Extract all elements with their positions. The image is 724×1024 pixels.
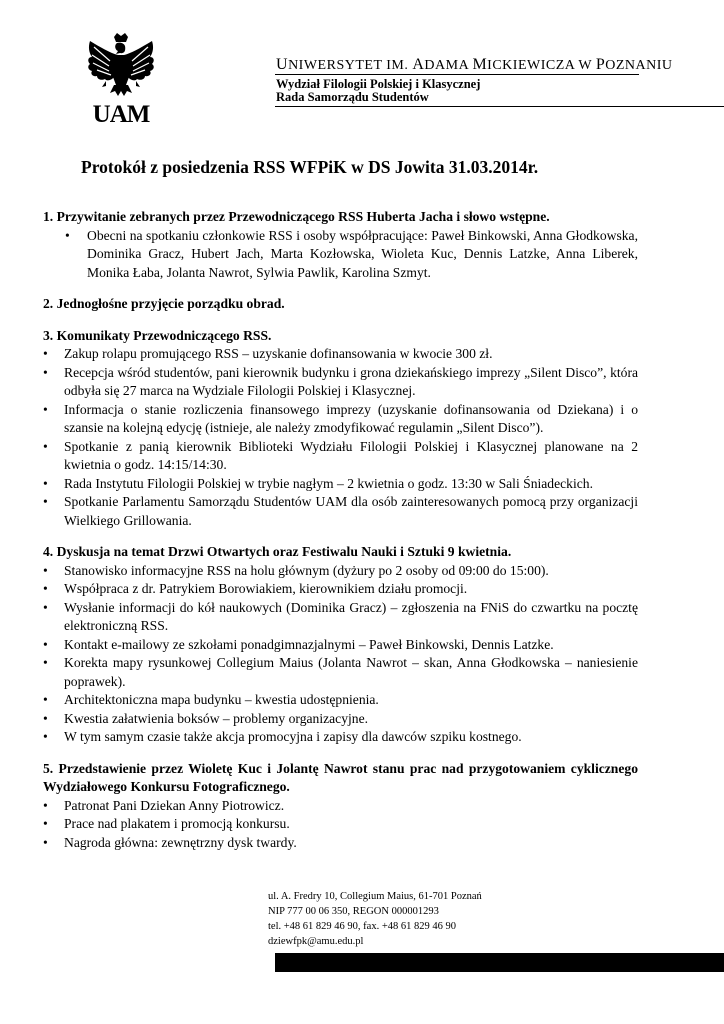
logo-text: UAM [92, 101, 150, 125]
section-3 [43, 327, 638, 531]
list-item: • Kontakt e-mailowy ze szkołami ponadgimnazjalnymi – Paweł Binkowski, Dennis Latzke. [43, 636, 638, 655]
section-heading: 1. Przywitanie zebranych przez Przewodniczącego RSS Huberta Jacha i słowo wstępne. [43, 209, 550, 224]
list-item: • Wysłanie informacji do kół naukowych (Dominika Gracz) – zgłoszenia na FNiS do czwartku na pocztę elektroniczną RSS. [43, 599, 638, 636]
list-item: • Architektoniczna mapa budynku – kwestia udostępnienia. [43, 691, 638, 710]
list-item: • Prace nad plakatem i promocją konkursu. [43, 815, 638, 834]
section-heading: 4. Dyskusja na temat Drzwi Otwartych oraz Festiwalu Nauki i Sztuki 9 kwietnia. [43, 544, 512, 559]
list-item: • Spotkanie z panią kierownik Biblioteki Wydziału Filologii Polskiej i Klasycznej planowane na 2 kwietnia o godz. 14:15/14:30. [43, 438, 638, 475]
faculty-name: Wydział Filologii Polskiej i Klasycznej [276, 77, 481, 91]
section-4 [43, 543, 638, 747]
list-item: • Zakup rolapu promującego RSS – uzyskanie dofinansowania w kwocie 300 zł. [43, 345, 638, 364]
footer-email: dziewfpk@amu.edu.pl [268, 936, 364, 947]
document-body [43, 208, 638, 865]
uam-eagle-logo [84, 33, 158, 125]
list-item: • Współpraca z dr. Patrykiem Borowiakiem, kierownikiem działu promocji. [43, 580, 638, 599]
document-title: Protokół z posiedzenia RSS WFPiK w DS Jowita 31.03.2014r. [81, 157, 539, 177]
section-2 [43, 295, 638, 314]
faculty-block [276, 78, 480, 104]
list-item: • Stanowisko informacyjne RSS na holu głównym (dyżury po 2 osoby od 09:00 do 15:00). [43, 562, 638, 581]
footer-phone-fax: tel. +48 61 829 46 90, fax. +48 61 829 46 90 [268, 921, 456, 932]
list-item: • Kwestia załatwienia boksów – problemy organizacyjne. [43, 710, 638, 729]
footer-address: ul. A. Fredry 10, Collegium Maius, 61-701 Poznań [268, 891, 482, 902]
list-item: • Korekta mapy rysunkowej Collegium Maius (Jolanta Nawrot – skan, Anna Głodkowska – naniesienie poprawek). [43, 654, 638, 691]
list-item: • Rada Instytutu Filologii Polskiej w trybie nagłym – 2 kwietnia o godz. 13:30 w Sali Śniadeckich. [43, 475, 638, 494]
list-item: • W tym samym czasie także akcja promocyjna i zapisy dla dawców szpiku kostnego. [43, 728, 638, 747]
footer-bar [275, 953, 724, 972]
footer-contact [268, 889, 482, 949]
list-item: • Obecni na spotkaniu członkowie RSS i osoby współpracujące: Paweł Binkowski, Anna Głodkowska, Dominika Gracz, Hubert Jach, Marta Kozłowska, Wioleta Kuc, Dennis Latzke, Anna Liberek, Monika Łaba, Jolanta Nawrot, Sylwia Pawlik, Karolina Szmyt. [43, 227, 638, 283]
university-name: UNIWERSYTET IM. ADAMA MICKIEWICZA W POZNANIU [276, 56, 673, 73]
section-heading: 5. Przedstawienie przez Wioletę Kuc i Jolantę Nawrot stanu prac nad przygotowaniem cyklicznego Wydziałowego Konkursu Fotograficznego. [43, 760, 638, 794]
header-divider [275, 74, 639, 75]
list-item: • Spotkanie Parlamentu Samorządu Studentów UAM dla osób zainteresowanych pomocą przy organizacji Wielkiego Grillowania. [43, 493, 638, 530]
list-item: • Recepcja wśród studentów, pani kierownik budynku i grona dziekańskiego imprezy „Silent Disco”, która odbyła się 27 marca na Wydziale Filologii Polskiej i Klasycznej. [43, 364, 638, 401]
council-name: Rada Samorządu Studentów [276, 90, 429, 104]
header-bottom-rule [275, 106, 724, 107]
list-item: • Informacja o stanie rozliczenia finansowego imprezy (uzyskanie dofinansowania od Dziekana) i o szansie na kolejną edycję (istnieje, ale należy zmodyfikować regulamin „Silent Disco”). [43, 401, 638, 438]
section-1 [43, 208, 638, 282]
footer-nip-regon: NIP 777 00 06 350, REGON 000001293 [268, 906, 439, 917]
section-5 [43, 760, 638, 853]
list-item: • Nagroda główna: zewnętrzny dysk twardy. [43, 834, 638, 853]
section-heading: 2. Jednogłośne przyjęcie porządku obrad. [43, 296, 285, 311]
list-item: • Patronat Pani Dziekan Anny Piotrowicz. [43, 797, 638, 816]
section-heading: 3. Komunikaty Przewodniczącego RSS. [43, 327, 272, 343]
